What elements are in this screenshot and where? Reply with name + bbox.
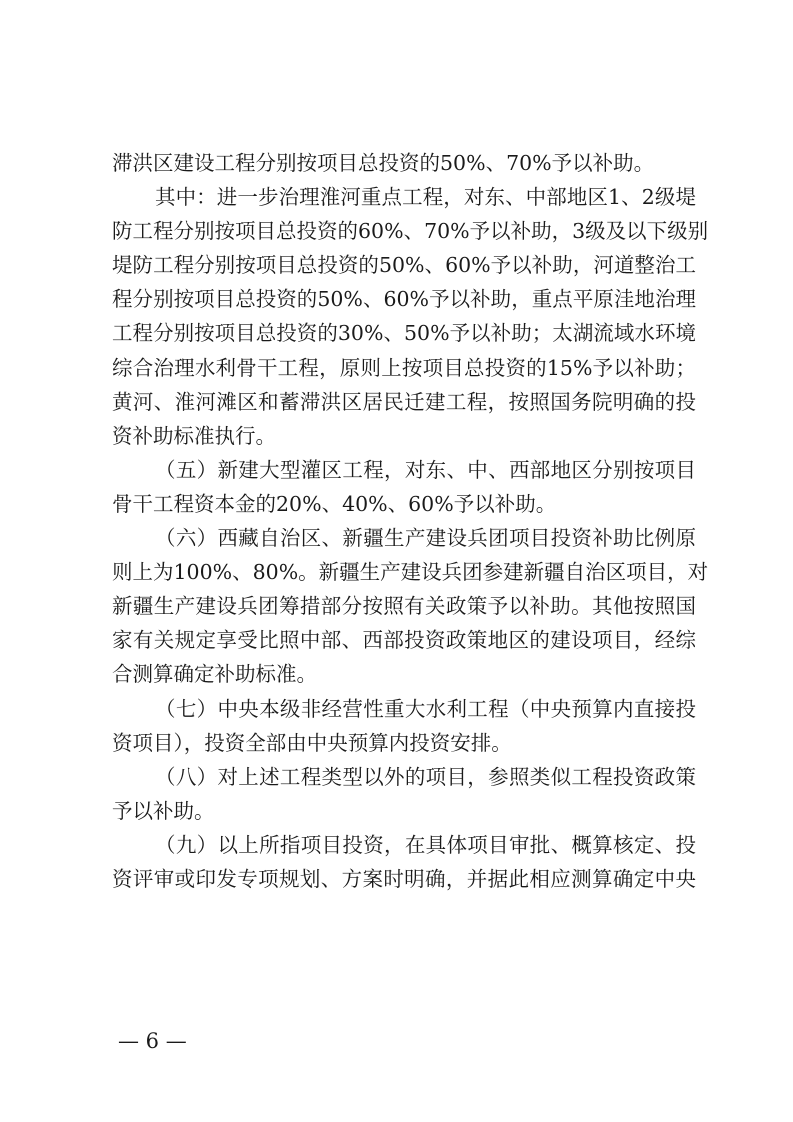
text-line-22: 资评审或印发专项规划、方案时明确，并据此相应测算确定中央 — [112, 866, 696, 891]
text-line-12: （六）西藏自治区、新疆生产建设兵团项目投资补助比例原 — [155, 526, 696, 551]
text-line-5: 程分别按项目总投资的50%、60%予以补助，重点平原洼地治理 — [112, 287, 696, 312]
text-line-17: （七）中央本级非经营性重大水利工程（中央预算内直接投 — [155, 696, 696, 721]
text-line-20: 予以补助。 — [112, 798, 215, 823]
text-line-21: （九）以上所指项目投资，在具体项目审批、概算核定、投 — [155, 832, 696, 857]
text-line-14: 新疆生产建设兵团筹措部分按照有关政策予以补助。其他按照国 — [112, 594, 696, 619]
text-line-16: 合测算确定补助标准。 — [112, 662, 317, 687]
text-line-9: 资补助标准执行。 — [112, 423, 276, 448]
page-number: — 6 — — [118, 1029, 187, 1053]
text-line-3: 防工程分别按项目总投资的60%、70%予以补助，3级及以下级别 — [112, 219, 709, 244]
text-line-7: 综合治理水利骨干工程，原则上按项目总投资的15%予以补助； — [112, 355, 696, 380]
text-line-11: 骨干工程资本金的20%、40%、60%予以补助。 — [112, 491, 557, 516]
text-line-8: 黄河、淮河滩区和蓄滞洪区居民迁建工程，按照国务院明确的投 — [112, 389, 696, 414]
text-line-6: 工程分别按项目总投资的30%、50%予以补助；太湖流域水环境 — [112, 321, 696, 346]
text-line-19: （八）对上述工程类型以外的项目，参照类似工程投资政策 — [155, 764, 696, 789]
text-line-18: 资项目），投资全部由中央预算内投资安排。 — [112, 730, 512, 755]
text-line-1: 滞洪区建设工程分别按项目总投资的50%、70%予以补助。 — [112, 151, 655, 175]
body-text — [112, 146, 709, 896]
text-line-2: 其中：进一步治理淮河重点工程，对东、中部地区1、2级堤 — [155, 185, 696, 210]
text-line-13: 则上为100%、80%。新疆生产建设兵团参建新疆自治区项目，对 — [112, 560, 709, 585]
text-line-4: 堤防工程分别按项目总投资的50%、60%予以补助，河道整治工 — [112, 253, 696, 278]
text-line-15: 家有关规定享受比照中部、西部投资政策地区的建设项目，经综 — [112, 628, 696, 653]
text-line-10: （五）新建大型灌区工程，对东、中、西部地区分别按项目 — [155, 457, 696, 482]
